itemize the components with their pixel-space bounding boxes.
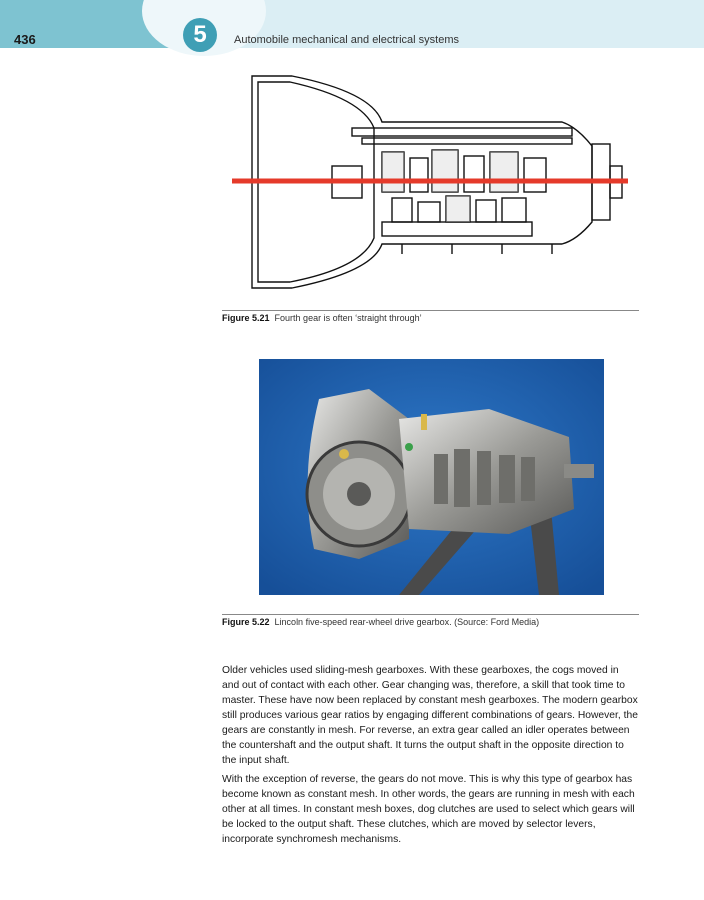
figure-5-22-photo (259, 359, 604, 595)
figure-5-22-label: Figure 5.22 (222, 617, 270, 627)
figure-5-21-illustration (232, 72, 632, 294)
figure-5-22-text: Lincoln five-speed rear-wheel drive gearbox. (Source: Ford Media) (274, 617, 540, 627)
figure-5-21-rule (222, 310, 639, 311)
figure-5-21-text: Fourth gear is often ‘straight through’ (274, 313, 422, 323)
figure-5-21-label: Figure 5.21 (222, 313, 270, 323)
figure-5-22-rule (222, 614, 639, 615)
gearbox-photo-illustration (259, 359, 604, 595)
running-title: Automobile mechanical and electrical systems (234, 34, 459, 46)
gearbox-cross-section-drawing (232, 72, 632, 294)
figure-5-22-caption (222, 617, 539, 627)
page-number: 436 (14, 32, 36, 47)
figure-5-21-caption (222, 313, 422, 323)
body-paragraph-1: Older vehicles used sliding-mesh gearboxes. With these gearboxes, the cogs moved in and out of contact with each other. Gear changing was, therefore, a skill that took time to master. These have now been replaced by constant mesh gearboxes. The modern gearbox still produces various gear ratios by engaging different combinations of gears. However, the gears are constantly in mesh. For reverse, an extra gear called an idler operates between the countershaft and the output shaft. It turns the output shaft in the opposite direction to the input shaft. (222, 665, 638, 766)
body-paragraph-2: With the exception of reverse, the gears do not move. This is why this type of gearbox has become known as constant mesh. In other words, the gears are running in mesh with each other at all times. In constant mesh boxes, dog clutches are used to select which gears will be locked to the output shaft. These clutches, which are moved by selector levers, incorporate synchromesh mechanisms. (222, 774, 635, 845)
chapter-badge: 5 (183, 18, 217, 52)
body-text (222, 663, 638, 851)
